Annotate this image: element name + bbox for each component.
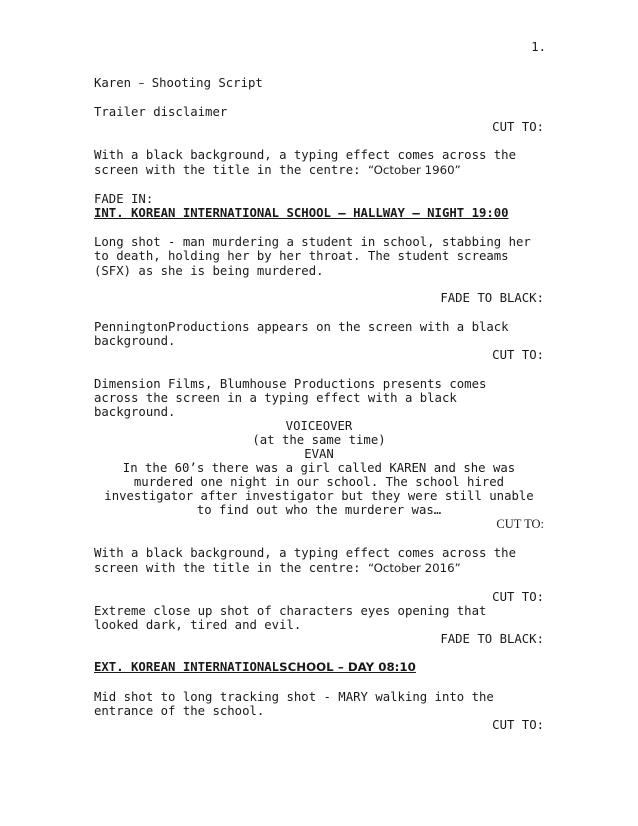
action-line: With a black background, a typing effect comes across the	[94, 546, 516, 560]
character-cue: VOICEOVER	[285, 419, 353, 433]
action-line: background.	[94, 405, 176, 419]
transition-cut-to-serif: CUT TO:	[496, 517, 544, 531]
action-line: PenningtonProductions appears on the screen with a black	[94, 320, 509, 334]
action-line: With a black background, a typing effect comes across the	[94, 148, 516, 162]
action-line: (SFX) as she is being murdered.	[94, 264, 324, 278]
action-line	[94, 561, 461, 576]
action-line: across the screen in a typing effect with a black	[94, 391, 457, 405]
action-line: Mid shot to long tracking shot - MARY walking into the	[94, 690, 494, 704]
script-title-dash: –	[138, 76, 145, 90]
character-name: EVAN	[304, 447, 334, 461]
action-line: looked dark, tired and evil.	[94, 618, 302, 632]
trailer-disclaimer: Trailer disclaimer	[94, 105, 228, 119]
action-line: background.	[94, 334, 176, 348]
dialogue-line: to find out who the murderer was…	[196, 503, 442, 517]
action-line: entrance of the school.	[94, 704, 265, 718]
dialogue-line: investigator after investigator but they were still unable	[104, 489, 534, 503]
transition-cut-to: CUT TO:	[492, 348, 544, 362]
script-title-rest: Shooting Script	[151, 76, 263, 90]
title-card-text: “October 2016”	[367, 561, 461, 575]
action-line: to death, holding her by her throat. The student screams	[94, 249, 509, 263]
action-line: Extreme close up shot of characters eyes opening that	[94, 604, 487, 618]
scene-heading	[94, 660, 416, 675]
script-title	[94, 76, 263, 91]
scene-heading-part: – DAY 08:10	[337, 660, 416, 674]
title-card-text: “October 1960”	[367, 163, 461, 177]
transition-cut-to: CUT TO:	[492, 590, 544, 604]
action-line: Dimension Films, Blumhouse Productions presents comes	[94, 377, 487, 391]
action-line-text: screen with the title in the centre:	[94, 163, 361, 177]
action-line: Long shot - man murdering a student in school, stabbing her	[94, 235, 531, 249]
scene-heading-part: SCHOOL	[279, 660, 334, 674]
action-line-text: screen with the title in the centre:	[94, 561, 361, 575]
scene-heading-part: EXT. KOREAN INTERNATIONAL	[94, 660, 280, 674]
transition-cut-to: CUT TO:	[492, 120, 544, 134]
transition-cut-to: CUT TO:	[492, 718, 544, 732]
transition-fade-to-black: FADE TO BLACK:	[440, 632, 544, 646]
page-number: 1.	[531, 40, 546, 54]
dialogue-line: In the 60’s there was a girl called KAREN and she was	[122, 461, 516, 475]
script-title-name: Karen	[94, 76, 132, 90]
parenthetical: (at the same time)	[252, 433, 386, 447]
action-line	[94, 163, 461, 178]
transition-fade-in: FADE IN:	[94, 192, 154, 206]
dialogue-line: murdered one night in our school. The school hired	[133, 475, 505, 489]
scene-heading: INT. KOREAN INTERNATIONAL SCHOOL – HALLWAY – NIGHT 19:00	[94, 206, 509, 220]
transition-fade-to-black: FADE TO BLACK:	[440, 291, 544, 305]
